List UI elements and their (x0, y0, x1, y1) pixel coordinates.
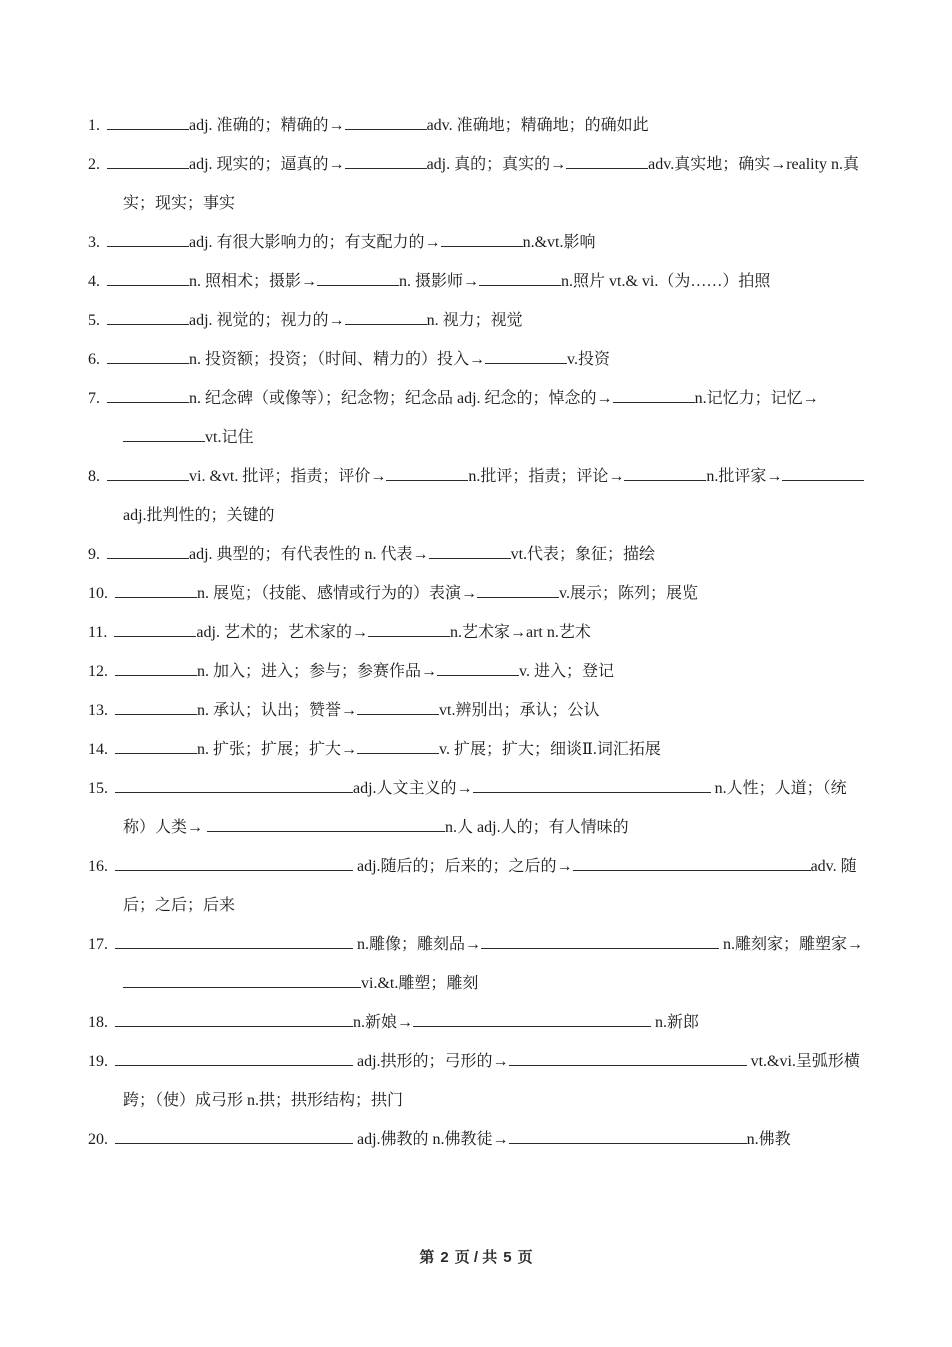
fill-in-blank (509, 1130, 747, 1144)
definition-text: n. 视力；视觉 (426, 312, 523, 329)
definition-text: n. 纪念碑（或像等）；纪念物；纪念品 adj. 纪念的；悼念的→ (189, 390, 613, 407)
footer-current-page: 2 (440, 1249, 449, 1266)
fill-in-blank (207, 818, 445, 832)
item-number: 15. (88, 780, 108, 797)
definition-text: vt.辨别出；承认；公认 (439, 702, 600, 719)
definition-text: n. 扩张；扩展；扩大→ (197, 741, 358, 758)
definition-text: v.展示；陈列；展览 (559, 585, 698, 602)
fill-in-blank (114, 623, 196, 637)
definition-text: adv. 准确地；精确地；的确如此 (426, 117, 649, 134)
definition-text: adv. 随后；之后；后来 (123, 858, 857, 914)
definition-text: n.批评；指责；评论→ (468, 468, 625, 485)
fill-in-blank (115, 1013, 353, 1027)
definition-text: vt.记住 (205, 429, 254, 446)
definition-text: n.雕像；雕刻品→ (353, 936, 482, 953)
definition-text: n.记忆力；记忆→ (694, 390, 819, 407)
footer-mid: 页 / 共 (454, 1249, 498, 1266)
definition-text: vi.&t.雕塑；雕刻 (361, 975, 479, 992)
fill-in-blank (107, 272, 189, 286)
fill-in-blank (624, 467, 706, 481)
definition-text: adj. 视觉的；视力的→ (189, 312, 345, 329)
item-number: 20. (88, 1131, 108, 1148)
fill-in-blank (115, 701, 197, 715)
definition-text: vt.代表；象征；描绘 (510, 546, 656, 563)
fill-in-blank (613, 389, 695, 403)
fill-in-blank (107, 116, 189, 130)
list-item (88, 691, 868, 730)
fill-in-blank (107, 545, 189, 559)
list-item (88, 223, 868, 262)
list-item (88, 847, 868, 925)
list-item (88, 145, 868, 223)
item-number: 10. (88, 585, 108, 602)
definition-text: n.人 adj.人的；有人情味的 (445, 819, 629, 836)
definition-text: n.雕刻家；雕塑家→ (719, 936, 864, 953)
definition-text: v.投资 (567, 351, 610, 368)
item-number: 4. (88, 273, 100, 290)
fill-in-blank (345, 311, 427, 325)
definition-text: n. 加入；进入；参与；参赛作品→ (197, 663, 438, 680)
fill-in-blank (573, 857, 811, 871)
footer-total-pages: 5 (503, 1249, 512, 1266)
fill-in-blank (429, 545, 511, 559)
definition-text: n.&vt.影响 (522, 234, 596, 251)
fill-in-blank (107, 389, 189, 403)
fill-in-blank (115, 935, 353, 949)
definition-text: n.人性；人道；（统称）人类→ (123, 780, 847, 836)
item-number: 8. (88, 468, 100, 485)
definition-text: adj.拱形的；弓形的→ (353, 1053, 509, 1070)
definition-text: n.新郎 (651, 1014, 700, 1031)
fill-in-blank (115, 857, 353, 871)
fill-in-blank (477, 584, 559, 598)
definition-text: n.照片 vt.& vi.（为……）拍照 (561, 273, 771, 290)
fill-in-blank (107, 311, 189, 325)
definition-text: n.艺术家→art n.艺术 (449, 624, 591, 641)
definition-text: adj. 艺术的；艺术家的→ (196, 624, 368, 641)
item-number: 18. (88, 1014, 108, 1031)
footer-prefix: 第 (419, 1249, 435, 1266)
item-number: 2. (88, 156, 100, 173)
item-number: 1. (88, 117, 100, 134)
fill-in-blank (481, 935, 719, 949)
fill-in-blank (485, 350, 567, 364)
item-number: 7. (88, 390, 100, 407)
fill-in-blank (368, 623, 450, 637)
definition-text: v. 扩展；扩大；细谈Ⅱ.词汇拓展 (439, 741, 661, 758)
fill-in-blank (107, 467, 189, 481)
definition-text: adj.人文主义的→ (353, 780, 473, 797)
definition-text: adj. 典型的；有代表性的 n. 代表→ (189, 546, 429, 563)
definition-text: n.批评家→ (706, 468, 783, 485)
list-item (88, 574, 868, 613)
list-item (88, 1042, 868, 1120)
fill-in-blank (107, 350, 189, 364)
fill-in-blank (345, 116, 427, 130)
list-item (88, 340, 868, 379)
definition-text: adj. 真的；真实的→ (426, 156, 567, 173)
definition-text: vi. &vt. 批评；指责；评价→ (189, 468, 387, 485)
list-item (88, 301, 868, 340)
fill-in-blank (115, 1130, 353, 1144)
fill-in-blank (123, 974, 361, 988)
list-item (88, 379, 868, 457)
item-number: 12. (88, 663, 108, 680)
list-item (88, 457, 868, 535)
definition-text: n.佛教 (746, 1131, 791, 1148)
fill-in-blank (357, 701, 439, 715)
fill-in-blank (115, 740, 197, 754)
fill-in-blank (107, 233, 189, 247)
item-number: 19. (88, 1053, 108, 1070)
list-item (88, 1003, 868, 1042)
item-number: 11. (88, 624, 108, 641)
list-item (88, 652, 868, 691)
fill-in-blank (437, 662, 519, 676)
definition-text: vt.&vi.呈弧形横跨；（使）成弓形 n.拱；拱形结构；拱门 (123, 1053, 860, 1109)
list-item (88, 1120, 868, 1159)
item-number: 13. (88, 702, 108, 719)
fill-in-blank (413, 1013, 651, 1027)
definition-text: adj.批判性的；关键的 (123, 507, 275, 524)
item-number: 6. (88, 351, 100, 368)
definition-text: adv.真实地；确实→reality n.真实；现实；事实 (123, 156, 860, 212)
item-number: 5. (88, 312, 100, 329)
item-number: 9. (88, 546, 100, 563)
list-item (88, 106, 868, 145)
fill-in-blank (123, 428, 205, 442)
fill-in-blank (566, 155, 648, 169)
list-item (88, 613, 868, 652)
fill-in-blank (115, 662, 197, 676)
definition-text: adj. 准确的；精确的→ (189, 117, 345, 134)
fill-in-blank (386, 467, 468, 481)
definition-text: adj.佛教的 n.佛教徒→ (353, 1131, 509, 1148)
definition-text: n.新娘→ (353, 1014, 414, 1031)
fill-in-blank (317, 272, 399, 286)
definition-text: n. 投资额；投资；（时间、精力的）投入→ (189, 351, 486, 368)
fill-in-blank (473, 779, 711, 793)
fill-in-blank (107, 155, 189, 169)
definition-text: n. 展览；（技能、感情或行为的）表演→ (197, 585, 478, 602)
list-item (88, 730, 868, 769)
list-item (88, 535, 868, 574)
footer-suffix: 页 (517, 1249, 533, 1266)
definition-text: v. 进入；登记 (519, 663, 614, 680)
fill-in-blank (115, 779, 353, 793)
page-footer (0, 1246, 952, 1267)
fill-in-blank (345, 155, 427, 169)
definition-text: n. 摄影师→ (399, 273, 480, 290)
item-number: 14. (88, 741, 108, 758)
word-list (88, 106, 868, 1159)
item-number: 3. (88, 234, 100, 251)
definition-text: adj. 有很大影响力的；有支配力的→ (189, 234, 441, 251)
list-item (88, 262, 868, 301)
definition-text: n. 承认；认出；赞誉→ (197, 702, 358, 719)
list-item (88, 925, 868, 1003)
fill-in-blank (115, 1052, 353, 1066)
fill-in-blank (479, 272, 561, 286)
definition-text: n. 照相术；摄影→ (189, 273, 318, 290)
list-item (88, 769, 868, 847)
fill-in-blank (115, 584, 197, 598)
fill-in-blank (357, 740, 439, 754)
definition-text: adj.随后的；后来的；之后的→ (353, 858, 573, 875)
fill-in-blank (509, 1052, 747, 1066)
item-number: 16. (88, 858, 108, 875)
fill-in-blank (782, 467, 864, 481)
item-number: 17. (88, 936, 108, 953)
fill-in-blank (441, 233, 523, 247)
definition-text: adj. 现实的；逼真的→ (189, 156, 345, 173)
